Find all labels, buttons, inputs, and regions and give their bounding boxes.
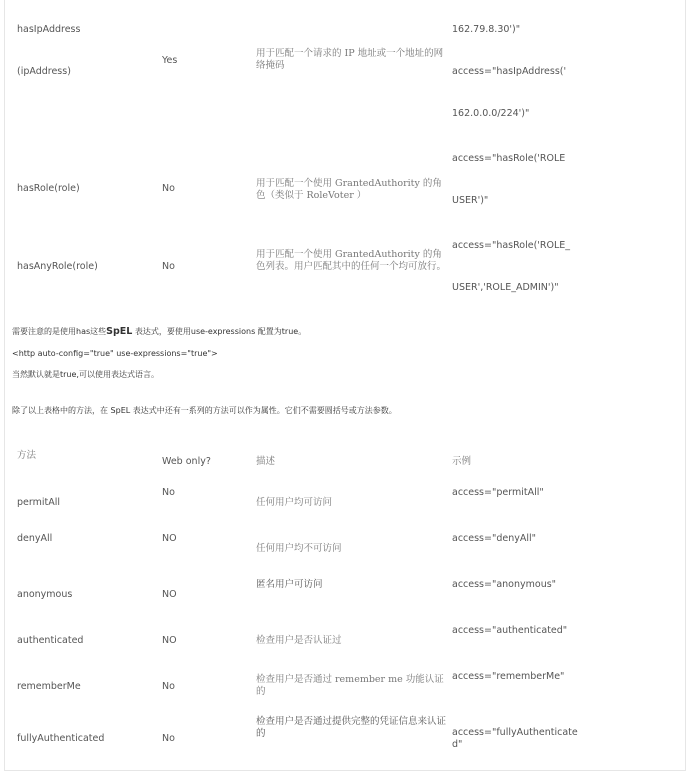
example-cell-line: USER')" xyxy=(452,195,489,206)
document-frame xyxy=(4,0,686,771)
description-cell: 检查用户是否认证过 xyxy=(256,635,342,646)
method-cell: hasAnyRole(role) xyxy=(17,261,98,272)
example-cell-line: 162.0.0.0/224')" xyxy=(452,108,530,119)
header-example: 示例 xyxy=(452,456,472,467)
method-cell: fullyAuthenticated xyxy=(17,733,105,744)
web-only-cell: No xyxy=(162,487,175,498)
method-cell: permitAll xyxy=(17,497,61,508)
description-cell: 匿名用户可访问 xyxy=(256,579,323,590)
method-cell: hasRole(role) xyxy=(17,183,80,194)
method-cell: denyAll xyxy=(17,533,53,544)
web-only-cell: NO xyxy=(162,533,177,544)
note-text: 需要注意的是使用has这些 xyxy=(12,327,107,336)
description-cell: 用于匹配一个使用 GrantedAuthority 的角色列表。用户匹配其中的任何一个均可放行。 xyxy=(256,249,447,272)
method-cell: hasIpAddress xyxy=(17,24,81,35)
example-cell-line: 162.79.8.30')" xyxy=(452,24,521,35)
web-only-cell: No xyxy=(162,183,175,194)
note-spel-term: SpEL xyxy=(106,326,133,337)
web-only-cell: No xyxy=(162,261,175,272)
header-method: 方法 xyxy=(17,450,37,461)
web-only-cell: NO xyxy=(162,589,177,600)
note-extra-methods: 除了以上表格中的方法，在 SpEL 表达式中还有一系列的方法可以作为属性。它们不需要圆括号或方法参数。 xyxy=(12,406,397,415)
example-cell-line: USER','ROLE_ADMIN')" xyxy=(452,282,559,293)
example-cell-line: access="hasRole('ROLE xyxy=(452,153,566,164)
method-cell-cont: (ipAddress) xyxy=(17,66,71,77)
web-only-cell: No xyxy=(162,681,175,692)
method-cell: anonymous xyxy=(17,589,73,600)
note-use-expressions xyxy=(12,326,306,337)
example-cell: access="permitAll" xyxy=(452,487,544,498)
web-only-cell: No xyxy=(162,733,175,744)
header-description: 描述 xyxy=(256,456,276,467)
example-cell: access="authenticated" xyxy=(452,625,568,636)
method-cell: authenticated xyxy=(17,635,84,646)
example-cell: access="anonymous" xyxy=(452,579,557,590)
example-cell: access="denyAll" xyxy=(452,533,537,544)
example-cell-line: access="fullyAuthenticate xyxy=(452,727,578,738)
description-cell: 检查用户是否通过提供完整的凭证信息来认证的 xyxy=(256,716,447,739)
method-cell: rememberMe xyxy=(17,681,81,692)
web-only-cell: NO xyxy=(162,635,177,646)
note-code-line: <http auto-config="true" use-expressions="true"> xyxy=(12,349,218,358)
example-cell-line: access="hasRole('ROLE_ xyxy=(452,240,571,251)
description-cell: 任何用户均可访问 xyxy=(256,497,333,508)
description-cell: 检查用户是否通过 remember me 功能认证的 xyxy=(256,674,444,697)
description-cell: 任何用户均不可访问 xyxy=(256,543,342,554)
example-cell: access="rememberMe" xyxy=(452,671,565,682)
description-cell: 用于匹配一个使用 GrantedAuthority 的角色（类似于 RoleVoter ） xyxy=(256,178,442,201)
example-cell-line: access="hasIpAddress(' xyxy=(452,66,567,77)
header-web-only: Web only? xyxy=(162,456,211,467)
description-cell: 用于匹配一个请求的 IP 地址或一个地址的网络掩码 xyxy=(256,48,444,71)
example-cell-line: d" xyxy=(452,739,463,750)
web-only-cell: Yes xyxy=(162,55,178,66)
note-text: 表达式，要使用use-expressions 配置为true。 xyxy=(132,327,307,336)
note-default-true: 当然默认就是true,可以使用表达式语言。 xyxy=(12,370,159,379)
